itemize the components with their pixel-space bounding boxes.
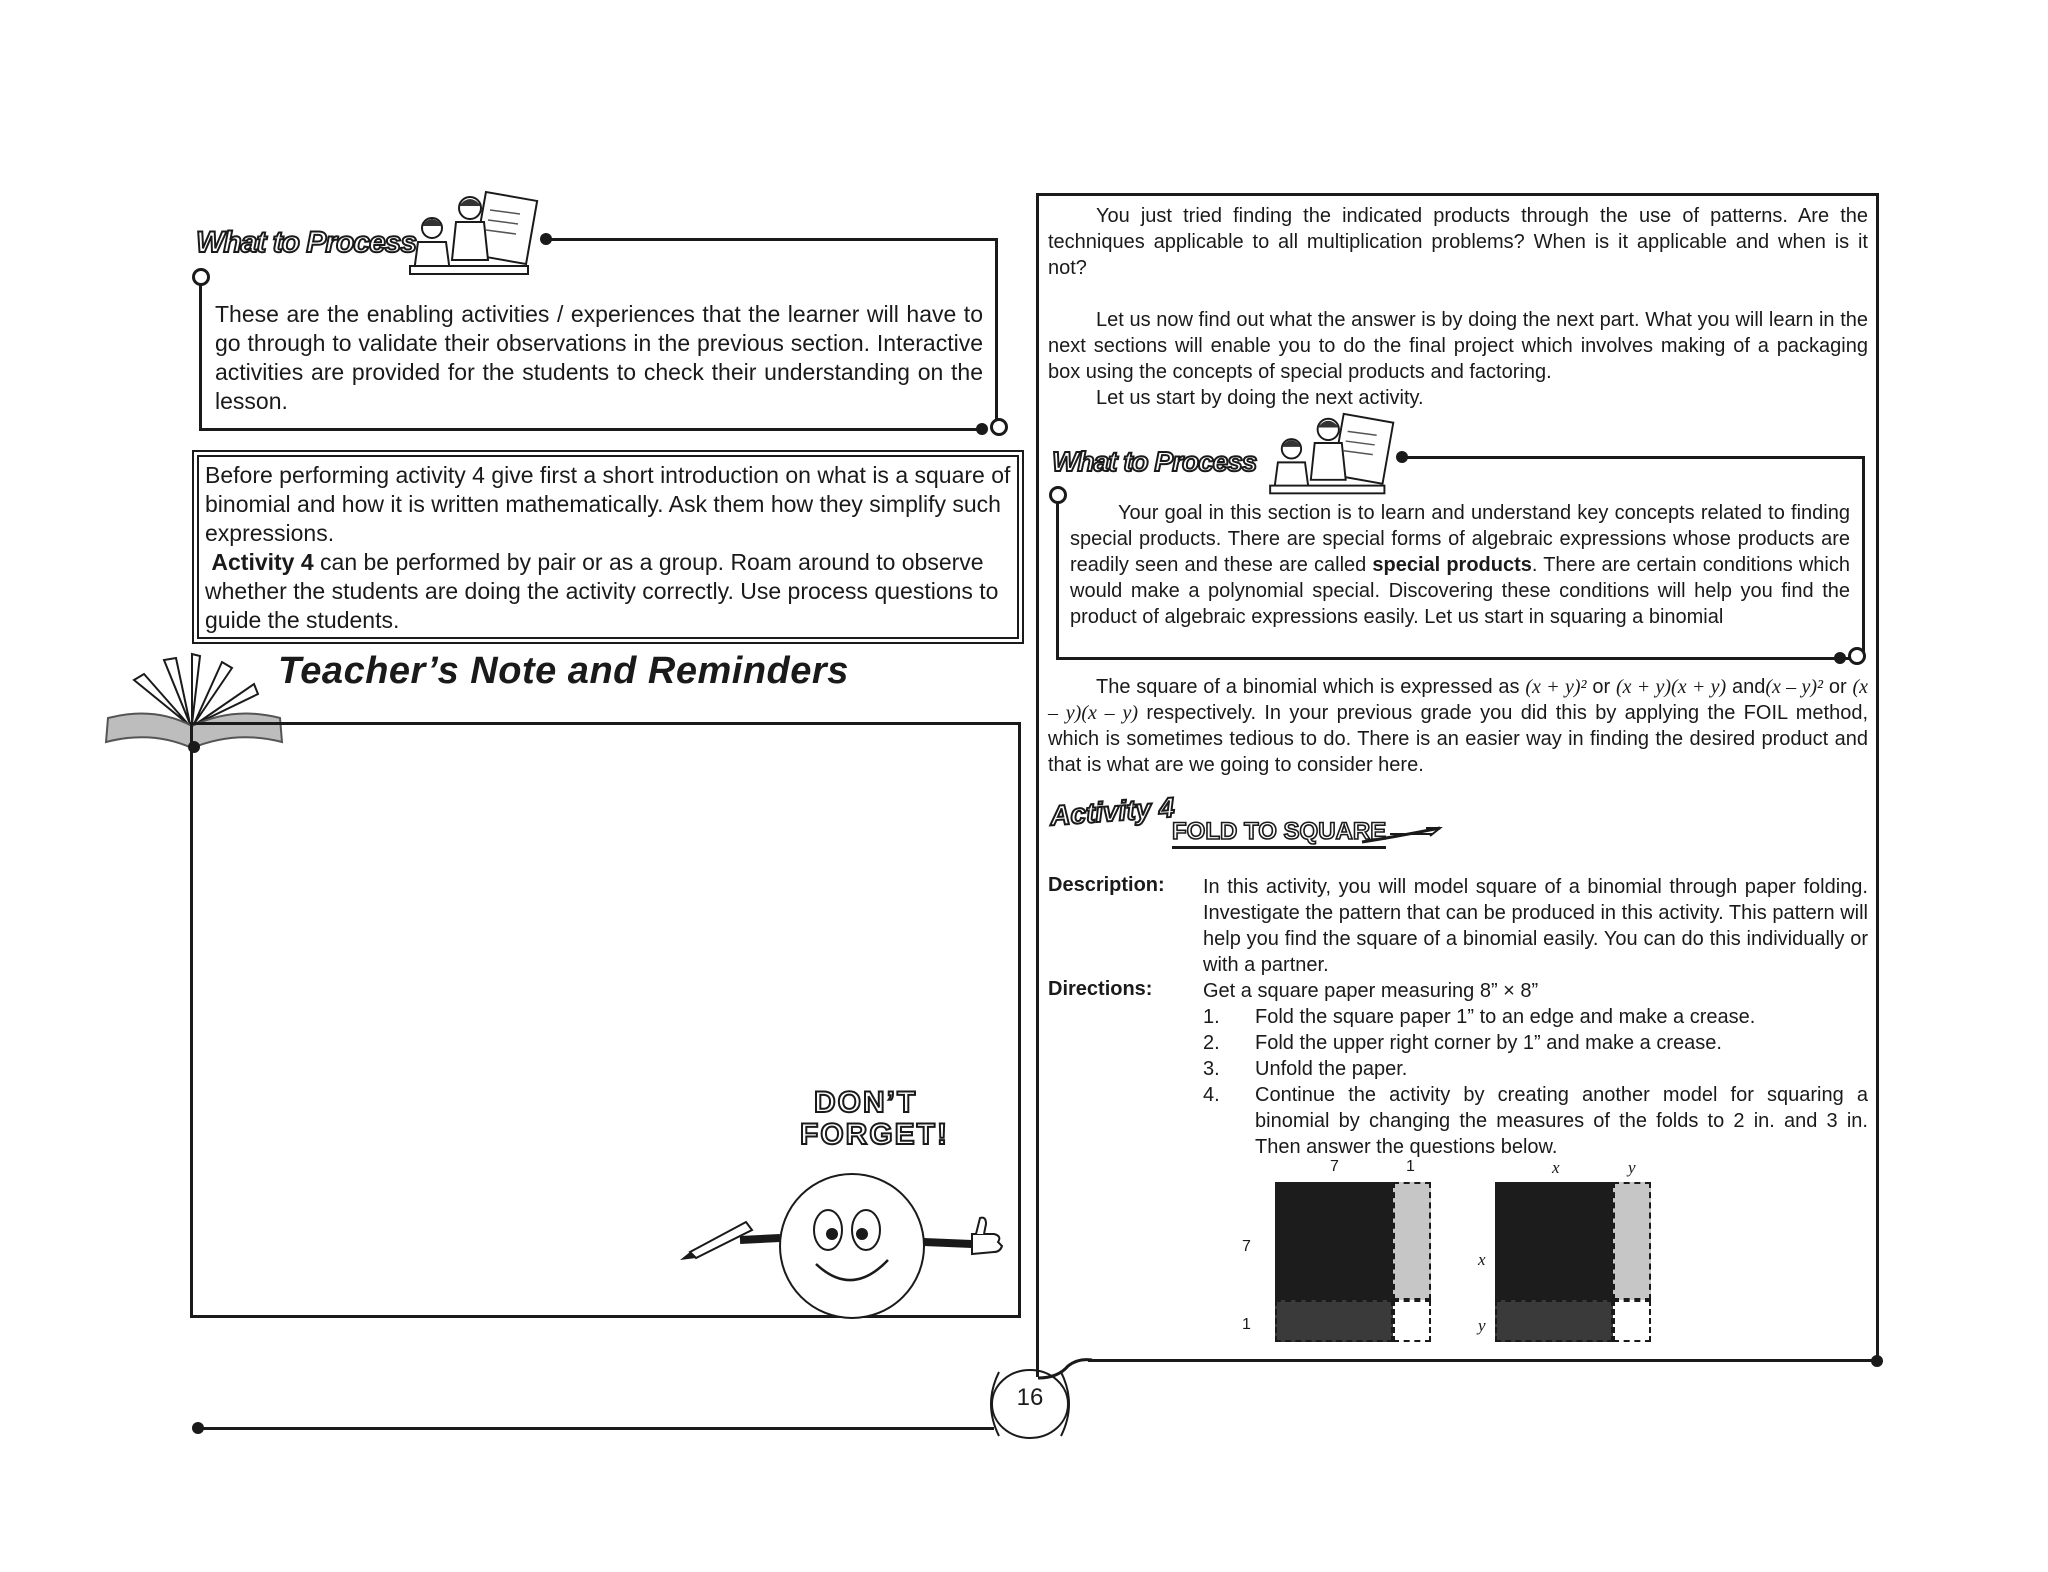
step-item [1203, 1056, 1868, 1082]
connector-and: and [1726, 676, 1766, 698]
step-number: 3. [1203, 1058, 1220, 1080]
strip-region [1613, 1182, 1651, 1300]
expression-1: (x + y)² [1525, 676, 1587, 698]
top-label-a: 7 [1330, 1158, 1339, 1175]
corner-region [1613, 1300, 1651, 1342]
intro-paragraph-3: Let us start by doing the next activity. [1096, 387, 1424, 409]
side-label-a: 7 [1242, 1238, 1251, 1255]
step-number: 2. [1203, 1032, 1220, 1054]
page-number: 16 [1016, 1384, 1044, 1411]
strip-region [1275, 1300, 1393, 1342]
note-line2: can be performed by pair or as a group. Roam around to observe whether the students are doing the activity correctly. Use process questions to guide the students. [205, 549, 999, 633]
strip-region [1393, 1182, 1431, 1300]
right-process-text-b: . There are certain conditions which would make a polynomial special. Discovering these conditions will help you find the product of algebraic expressions easily. Let us start in squaring a binomial [1070, 554, 1850, 628]
smiley-mascot-icon [676, 1160, 1026, 1320]
frame-ring [990, 418, 1008, 436]
description-label: Description: [1048, 874, 1165, 896]
left-process-text: These are the enabling activities / experiences that the learner will have to go through to validate their observations in the previous section. Interactive activities are provided for the students to check their understanding on the lesson. [215, 301, 983, 414]
activity-title: FOLD TO SQUARE [1172, 818, 1386, 849]
square-region [1495, 1182, 1613, 1300]
corner-region [1393, 1300, 1431, 1342]
connector-or: or [1586, 676, 1616, 698]
step-item [1203, 1030, 1868, 1056]
directions-steps [1203, 1004, 1868, 1160]
intro-paragraph-1: You just tried finding the indicated products through the use of patterns. Are the techniques applicable to all multiplication problems? When is it applicable and when is it not? [1048, 205, 1868, 279]
step-text: Fold the square paper 1” to an edge and make a crease. [1255, 1006, 1756, 1028]
side-label-b: y [1478, 1316, 1486, 1335]
step-text: Continue the activity by creating another model for squaring a binomial by changing the measures of the folds to 2 in. and 3 in. Then answer the questions below. [1255, 1084, 1868, 1158]
frame-dot [976, 423, 988, 435]
top-label-b: 1 [1406, 1158, 1415, 1175]
frame-dot [1871, 1355, 1883, 1367]
square-paragraph-b: respectively. In your previous grade you did this by applying the FOIL method, which is sometimes tedious to do. There is an easier way in finding the desired product and that is what are we going to consider here. [1048, 702, 1868, 776]
directions-intro: Get a square paper measuring 8” × 8” [1203, 980, 1539, 1002]
connector-or: or [1823, 676, 1853, 698]
note-bold-lead: Activity 4 [211, 549, 314, 575]
description-text: In this activity, you will model square of a binomial through paper folding. Investigate the pattern that can be produced in this activity. This pattern will help you find the square of a binomial easily. You can do this individually or with a partner. [1203, 876, 1868, 976]
step-text: Unfold the paper. [1255, 1058, 1408, 1080]
expression-3: (x – y)² [1765, 676, 1823, 698]
note-line1: Before performing activity 4 give first a short introduction on what is a square of binomial and how it is written mathematically. Ask them how they simplify such expressions. [205, 462, 1011, 546]
intro-paragraph-2: Let us now find out what the answer is by doing the next part. What you will learn in the next sections will enable you to do the final project which involves making of a packaging box using the concepts of special products and factoring. [1048, 309, 1868, 383]
frame-ring [1848, 647, 1866, 665]
left-process-header: What to Process [196, 226, 417, 259]
side-label-a: x [1478, 1250, 1486, 1269]
activity-label: Activity 4 [1049, 791, 1176, 832]
square-region [1275, 1182, 1393, 1300]
top-label-a: x [1552, 1158, 1560, 1177]
expression-4: (x – y)(x – y) [1048, 676, 1868, 724]
frame-dot [188, 741, 200, 753]
arrow-icon [1360, 822, 1446, 848]
fold-model-numeric [1242, 1158, 1450, 1348]
teacher-instruction-box [192, 450, 1024, 644]
dont-forget-line2: FORGET! [800, 1118, 949, 1151]
right-process-text-a: Your goal in this section is to learn and understand key concepts related to finding special products. There are special forms of algebraic expressions whose products are readily seen and these are called [1070, 502, 1850, 576]
dont-forget-line1: DON’T [814, 1086, 918, 1119]
step-text: Fold the upper right corner by 1” and make a crease. [1255, 1032, 1722, 1054]
step-item [1203, 1082, 1868, 1160]
right-process-header: What to Process [1052, 446, 1257, 477]
step-item [1203, 1004, 1868, 1030]
top-label-b: y [1628, 1158, 1636, 1177]
frame-dot [1834, 652, 1846, 664]
strip-region [1495, 1300, 1613, 1342]
step-number: 4. [1203, 1084, 1220, 1106]
step-number: 1. [1203, 1006, 1220, 1028]
directions-label: Directions: [1048, 978, 1153, 1000]
expression-2: (x + y)(x + y) [1615, 676, 1727, 698]
special-products-term: special products [1372, 554, 1532, 576]
fold-model-variable [1470, 1158, 1670, 1348]
teacher-note-title: Teacher’s Note and Reminders [278, 650, 849, 692]
students-illustration [408, 190, 548, 285]
square-paragraph-a: The square of a binomial which is expressed as [1096, 676, 1526, 698]
students-illustration [1266, 412, 1406, 504]
side-label-b: 1 [1242, 1316, 1251, 1333]
